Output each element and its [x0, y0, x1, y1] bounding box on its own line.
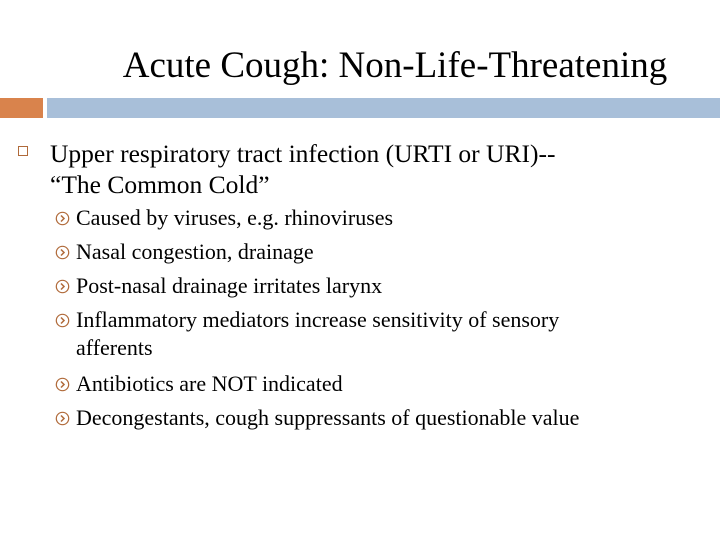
sub-bullet-item — [55, 306, 715, 362]
accent-bar-orange — [0, 98, 43, 118]
sub-bullet-item — [55, 204, 715, 232]
sub-bullet-item — [55, 370, 715, 398]
sub-bullet-item — [55, 272, 715, 300]
sub-bullet-item — [55, 404, 715, 432]
circled-chevron-icon — [55, 211, 70, 226]
sub-bullet-text: Inflammatory mediators increase sensitivity of sensory — [76, 307, 560, 332]
sub-bullet-text: Decongestants, cough suppressants of questionable value — [76, 405, 580, 430]
circled-chevron-icon — [55, 279, 70, 294]
sub-bullet-text-continued: afferents — [76, 335, 153, 360]
main-bullet-line-2: “The Common Cold” — [50, 170, 270, 199]
circled-chevron-icon — [55, 245, 70, 260]
sub-bullet-list — [55, 204, 715, 438]
circled-chevron-icon — [55, 411, 70, 426]
sub-bullet-item — [55, 238, 715, 266]
sub-bullet-text: Nasal congestion, drainage — [76, 239, 314, 264]
circled-chevron-icon — [55, 377, 70, 392]
sub-bullet-text: Antibiotics are NOT indicated — [76, 371, 343, 396]
slide-title: Acute Cough: Non-Life-Threatening — [122, 45, 668, 86]
main-bullet-line-1: Upper respiratory tract infection (URTI or URI)-- — [50, 139, 556, 168]
accent-bar-blue — [47, 98, 720, 118]
sub-bullet-text: Post-nasal drainage irritates larynx — [76, 273, 383, 298]
circled-chevron-icon — [55, 313, 70, 328]
main-bullet-text — [50, 138, 690, 200]
hollow-square-icon — [18, 146, 28, 156]
sub-bullet-text: Caused by viruses, e.g. rhinoviruses — [76, 205, 394, 230]
